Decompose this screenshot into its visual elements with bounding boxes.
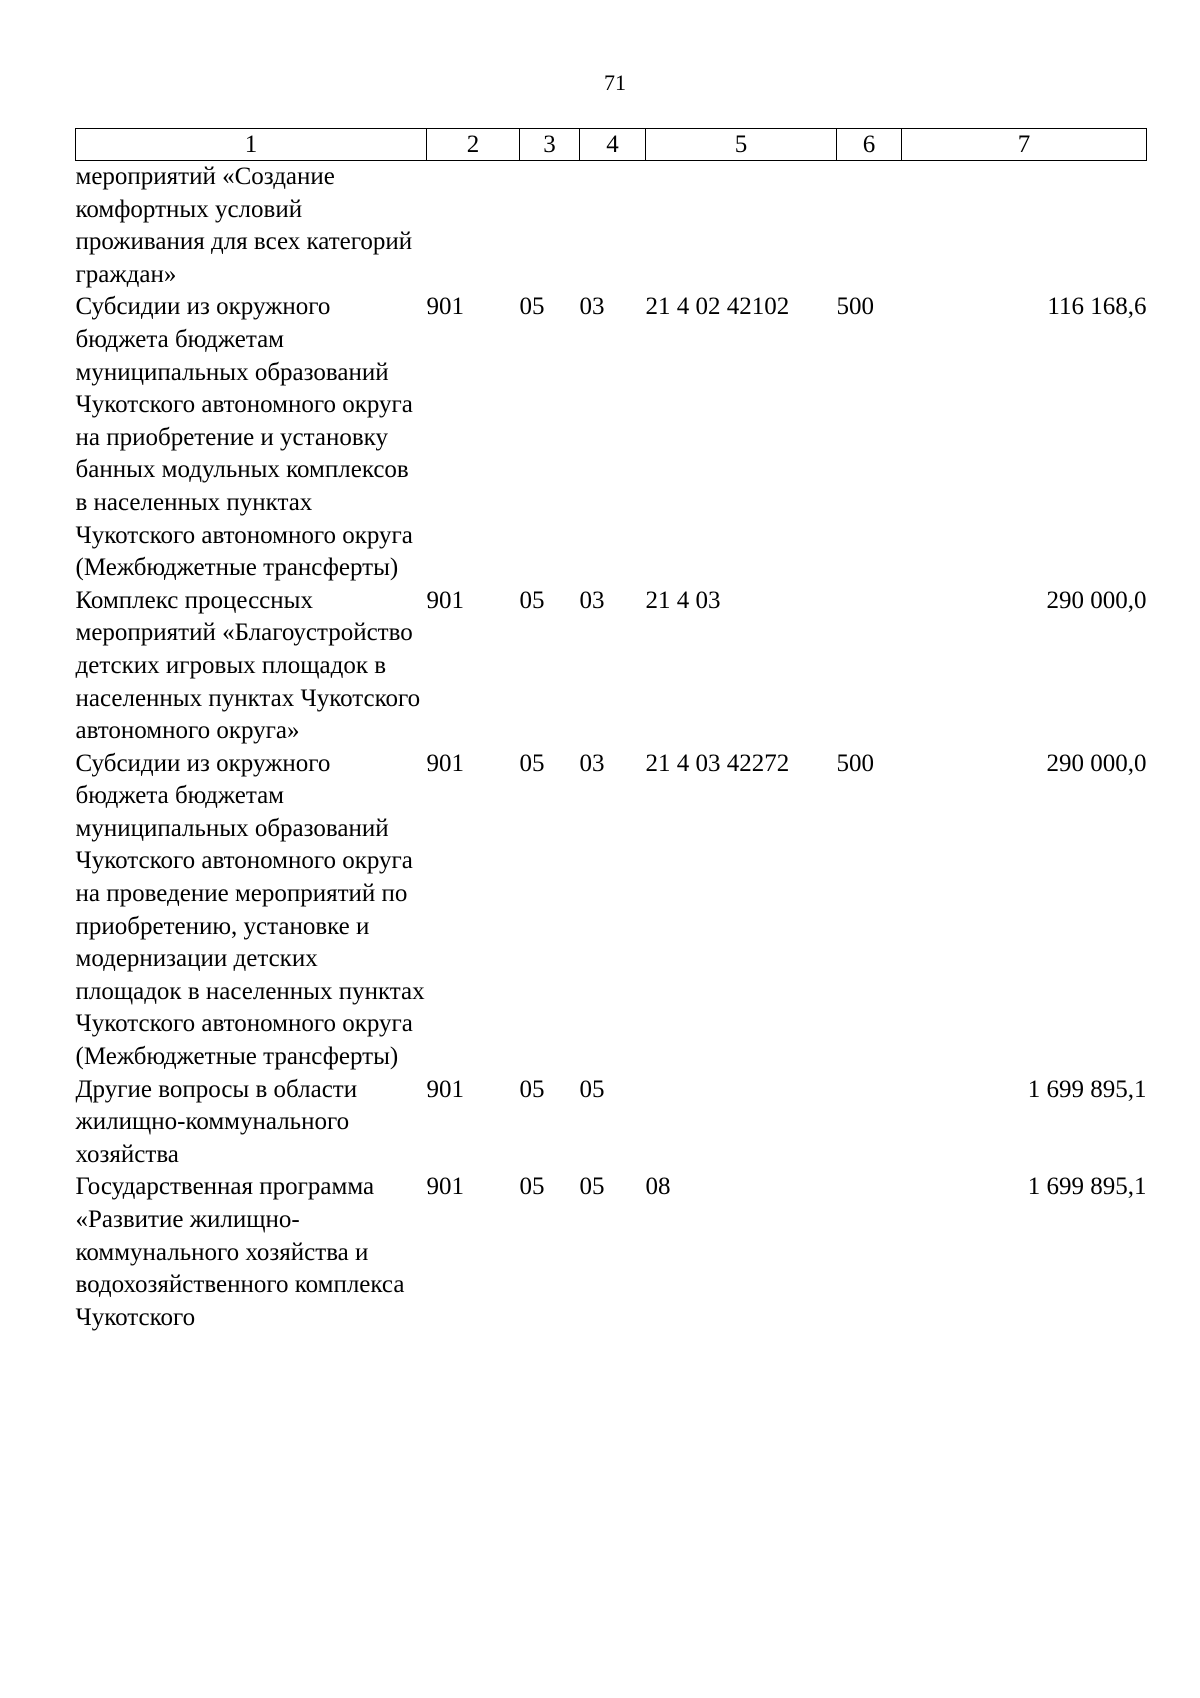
cell-amount: 1 699 895,1 xyxy=(1027,1075,1147,1103)
cell-expense-type: 500 xyxy=(836,749,874,777)
cell-amount xyxy=(902,161,1147,292)
table-row xyxy=(76,585,1147,748)
cell-expense-type xyxy=(837,585,902,748)
header-row xyxy=(76,129,1147,161)
page-number: 71 xyxy=(604,70,626,95)
table-header xyxy=(76,129,1147,161)
cell-target-article xyxy=(646,1074,837,1172)
cell-ministry xyxy=(427,161,520,292)
header-col-4: 4 xyxy=(580,129,646,161)
cell-target-article: 21 4 03 42272 xyxy=(645,749,790,777)
header-col-6: 6 xyxy=(837,129,902,161)
cell-name: Комплекс процессных мероприятий «Благоустройство детских игровых площадок в населенных пунктах Чукотского автономного округа» xyxy=(75,586,421,745)
cell-amount: 290 000,0 xyxy=(1046,749,1147,777)
table-row xyxy=(76,1171,1147,1334)
cell-subsection: 03 xyxy=(579,586,605,614)
cell-subsection xyxy=(580,161,646,292)
cell-expense-type: 500 xyxy=(836,293,874,321)
cell-ministry: 901 xyxy=(426,1075,464,1103)
table-row xyxy=(76,748,1147,1074)
cell-ministry: 901 xyxy=(426,586,464,614)
cell-target-article: 21 4 02 42102 xyxy=(645,293,790,321)
cell-ministry: 901 xyxy=(426,749,464,777)
table-row xyxy=(76,161,1147,292)
header-col-7: 7 xyxy=(902,129,1147,161)
cell-name: Государственная программа «Развитие жилищно-коммунального хозяйства и водохозяйственного комплекса Чукотского xyxy=(75,1173,405,1331)
cell-target-article: 08 xyxy=(645,1173,671,1201)
cell-section xyxy=(520,161,580,292)
cell-section: 05 xyxy=(519,1075,545,1103)
cell-expense-type xyxy=(837,161,902,292)
table-body xyxy=(76,161,1147,1335)
cell-name: Другие вопросы в области жилищно-коммунального хозяйства xyxy=(75,1075,358,1168)
cell-subsection: 03 xyxy=(579,749,605,777)
cell-subsection: 05 xyxy=(579,1075,605,1103)
header-col-3: 3 xyxy=(520,129,580,161)
table-row xyxy=(76,1074,1147,1172)
cell-subsection: 03 xyxy=(579,293,605,321)
cell-ministry: 901 xyxy=(426,1173,464,1201)
cell-section: 05 xyxy=(519,586,545,614)
header-col-5: 5 xyxy=(646,129,837,161)
cell-expense-type xyxy=(837,1171,902,1334)
cell-name: Субсидии из окружного бюджета бюджетам муниципальных образований Чукотского автономного округа на приобретение и установку банных модульных комплексов в населенных пунктах Чукотского автономного округа (Межбюджетные трансферты) xyxy=(75,293,413,582)
table-row xyxy=(76,291,1147,584)
cell-section: 05 xyxy=(519,749,545,777)
budget-table xyxy=(75,128,1147,1334)
cell-amount: 290 000,0 xyxy=(1046,586,1147,614)
cell-target-article xyxy=(646,161,837,292)
cell-amount: 116 168,6 xyxy=(1047,293,1147,321)
cell-expense-type xyxy=(837,1074,902,1172)
header-col-2: 2 xyxy=(427,129,520,161)
cell-target-article: 21 4 03 xyxy=(645,586,721,614)
cell-name: мероприятий «Создание комфортных условий проживания для всех категорий граждан» xyxy=(75,163,413,288)
header-col-1: 1 xyxy=(76,129,427,161)
cell-name: Субсидии из окружного бюджета бюджетам муниципальных образований Чукотского автономного округа на проведение мероприятий по приобретению, установке и модернизации детских площадок в населенных пунктах Чукотского автономного округа (Межбюджетные трансферты) xyxy=(75,749,425,1071)
cell-section: 05 xyxy=(519,293,545,321)
cell-ministry: 901 xyxy=(426,293,464,321)
cell-amount: 1 699 895,1 xyxy=(1027,1173,1147,1201)
cell-subsection: 05 xyxy=(579,1173,605,1201)
cell-section: 05 xyxy=(519,1173,545,1201)
